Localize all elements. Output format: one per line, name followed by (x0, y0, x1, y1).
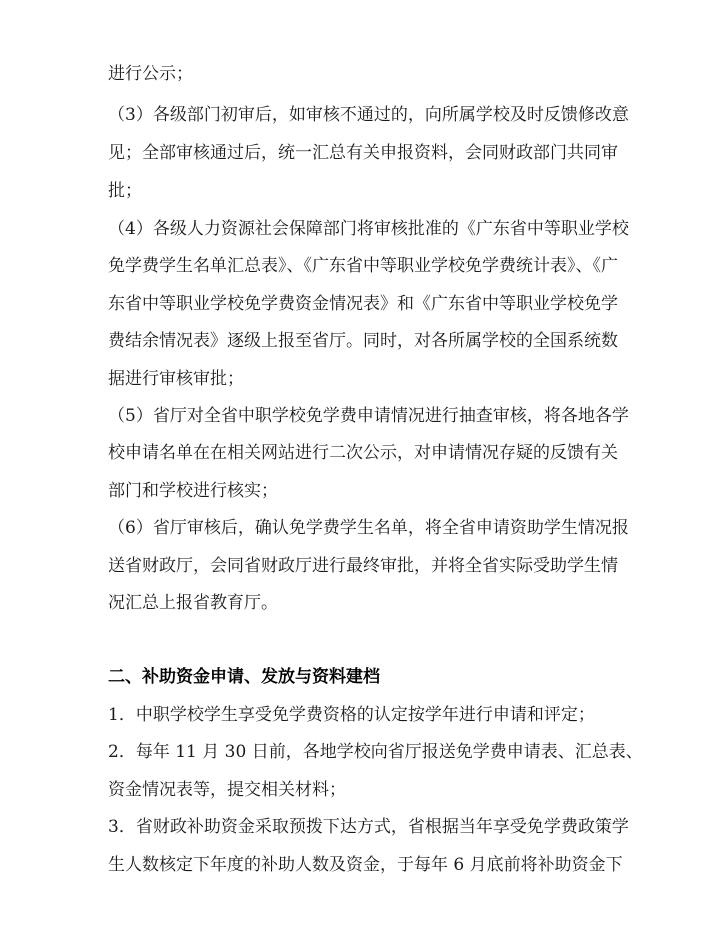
text-line: （6）省厅审核后，确认免学费学生名单，将全省申请资助学生情况报 (108, 518, 629, 538)
text-line: 见；全部审核通过后，统一汇总有关申报资料，会同财政部门共同审 (108, 143, 618, 163)
text-line: 东省中等职业学校免学费资金情况表》和《广东省中等职业学校免学 (108, 294, 618, 314)
text-line: 2．每年 11 月 30 日前，各地学校向省厅报送免学费申请表、汇总表、 (108, 742, 643, 762)
text-line: 1．中职学校学生享受免学费资格的认定按学年进行申请和评定； (108, 705, 595, 725)
text-line: 费结余情况表》逐级上报至省厅。同时，对各所属学校的全国系统数 (108, 331, 618, 351)
text-line: 资金情况表等，提交相关材料； (108, 780, 346, 800)
text-line: （3）各级部门初审后，如审核不通过的，向所属学校及时反馈修改意 (108, 105, 629, 125)
text-line: 进行公示； (108, 64, 193, 84)
text-line: 部门和学校进行核实； (108, 481, 278, 501)
text-line: 况汇总上报省教育厅。 (108, 593, 278, 613)
text-line: 送省财政厅，会同省财政厅进行最终审批，并将全省实际受助学生情 (108, 556, 618, 576)
text-line: 3．省财政补助资金采取预拨下达方式，省根据当年享受免学费政策学 (108, 817, 629, 837)
text-line: （5）省厅对全省中职学校免学费申请情况进行抽查审核，将各地各学 (108, 406, 629, 426)
text-line: 免学费学生名单汇总表》、《广东省中等职业学校免学费统计表》、《广 (108, 256, 618, 276)
text-line: 生人数核定下年度的补助人数及资金，于每年 6 月底前将补助资金下 (108, 855, 623, 875)
text-line: 批； (108, 181, 142, 201)
text-line: （4）各级人力资源社会保障部门将审核批准的《广东省中等职业学校 (108, 219, 629, 239)
text-line: 校申请名单在在相关网站进行二次公示，对申请情况存疑的反馈有关 (108, 443, 618, 463)
section-heading: 二、补助资金申请、发放与资料建档 (108, 667, 380, 687)
text-line: 据进行审核审批； (108, 369, 244, 389)
